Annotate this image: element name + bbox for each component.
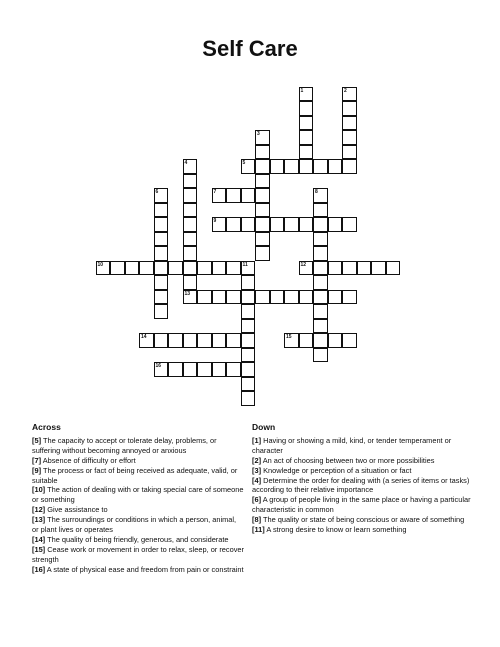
crossword-cell[interactable]: [241, 304, 256, 319]
crossword-cell[interactable]: [342, 101, 357, 116]
crossword-cell[interactable]: [371, 261, 386, 276]
crossword-cell[interactable]: [183, 188, 198, 203]
crossword-cell[interactable]: [183, 232, 198, 247]
crossword-cell[interactable]: [154, 275, 169, 290]
crossword-cell[interactable]: [299, 333, 314, 348]
crossword-cell[interactable]: [313, 333, 328, 348]
clue-number: [3]: [252, 465, 262, 475]
cell-number: 5: [242, 160, 246, 166]
cell-number: 8: [315, 189, 318, 195]
cell-number: 9: [213, 218, 217, 224]
crossword-cell[interactable]: [125, 261, 140, 276]
crossword-cell[interactable]: [313, 232, 328, 247]
crossword-cell[interactable]: [183, 333, 198, 348]
crossword-cell[interactable]: [241, 362, 256, 377]
crossword-cell[interactable]: [328, 217, 343, 232]
crossword-cell[interactable]: [226, 188, 241, 203]
crossword-cell[interactable]: [342, 116, 357, 131]
crossword-cell[interactable]: [255, 246, 270, 261]
across-clue: [32, 466, 244, 486]
crossword-cell[interactable]: [328, 261, 343, 276]
down-heading: Down: [252, 422, 276, 432]
down-clue: [252, 495, 472, 515]
crossword-cell[interactable]: [299, 101, 314, 116]
crossword-cell[interactable]: [342, 130, 357, 145]
crossword-cell[interactable]: [284, 217, 299, 232]
crossword-cell[interactable]: [313, 217, 328, 232]
down-clue: [252, 466, 472, 476]
crossword-cell[interactable]: [212, 290, 227, 305]
cell-number: 1: [300, 87, 304, 94]
cell-number: 15: [286, 334, 292, 340]
crossword-cell[interactable]: [313, 348, 328, 363]
across-clue: [32, 545, 244, 565]
crossword-cell[interactable]: [313, 304, 328, 319]
clue-text: Knowledge or perception of a situation or fact: [261, 465, 412, 475]
clue-text: A strong desire to know or learn something: [264, 525, 407, 535]
cell-number: 2: [344, 87, 347, 94]
clue-text: The surroundings or conditions in which a person, animal, or plant lives or operates: [32, 515, 237, 535]
clue-text: Having or showing a mild, kind, or tender temperament or character: [252, 435, 452, 455]
crossword-cell[interactable]: [226, 362, 241, 377]
clue-number: [4]: [252, 475, 262, 485]
down-clue: [252, 436, 472, 456]
crossword-cell[interactable]: [183, 217, 198, 232]
across-clue: [32, 515, 244, 535]
crossword-cell[interactable]: [241, 333, 256, 348]
crossword-cell[interactable]: [299, 290, 314, 305]
clue-text: The quality or state of being conscious or aware of something: [261, 515, 465, 525]
crossword-cell[interactable]: [342, 333, 357, 348]
clue-text: The capacity to accept or tolerate delay, problems, or suffering without becoming annoyed or anxious: [32, 435, 217, 455]
crossword-cell[interactable]: [342, 217, 357, 232]
crossword-cell[interactable]: [168, 333, 183, 348]
crossword-cell[interactable]: [241, 275, 256, 290]
crossword-cell[interactable]: [255, 290, 270, 305]
crossword-cell[interactable]: [255, 232, 270, 247]
clue-text: The quality of being friendly, generous, and considerate: [45, 534, 229, 544]
across-clue: [32, 565, 244, 575]
cell-number: 12: [300, 261, 307, 268]
crossword-cell[interactable]: [154, 217, 169, 232]
crossword-cell[interactable]: [342, 159, 357, 174]
crossword-cell[interactable]: [197, 333, 212, 348]
down-clue: [252, 456, 472, 466]
crossword-cell[interactable]: [255, 159, 270, 174]
crossword-cell[interactable]: [313, 319, 328, 334]
clue-number: [14]: [32, 534, 46, 544]
crossword-cell[interactable]: [110, 261, 125, 276]
crossword-cell[interactable]: [183, 275, 198, 290]
crossword-cell[interactable]: [299, 217, 314, 232]
crossword-cell[interactable]: [299, 145, 314, 160]
clue-text: Absence of difficulty or effort: [41, 455, 136, 465]
crossword-cell[interactable]: [154, 333, 169, 348]
crossword-cell[interactable]: [299, 159, 314, 174]
clue-number: [1]: [252, 435, 262, 445]
crossword-cell[interactable]: [241, 217, 256, 232]
crossword-cell[interactable]: [313, 275, 328, 290]
clue-number: [2]: [252, 455, 262, 465]
across-clue: [32, 535, 244, 545]
crossword-cell[interactable]: [154, 304, 169, 319]
clue-number: [9]: [32, 465, 42, 475]
crossword-cell[interactable]: [313, 246, 328, 261]
clue-text: A state of physical ease and freedom from pain or constraint: [45, 564, 244, 574]
crossword-cell[interactable]: [241, 391, 256, 406]
clue-number: [13]: [32, 515, 46, 525]
across-clue: [32, 485, 244, 505]
crossword-cell[interactable]: [241, 290, 256, 305]
crossword-cell[interactable]: [212, 362, 227, 377]
clue-text: Give assistance to: [45, 505, 108, 515]
crossword-cell[interactable]: [226, 261, 241, 276]
crossword-cell[interactable]: [299, 116, 314, 131]
cell-number: 7: [213, 189, 217, 195]
clue-text: The action of dealing with or taking special care of someone or something: [32, 485, 244, 505]
clue-number: [10]: [32, 485, 46, 495]
clue-number: [7]: [32, 455, 42, 465]
crossword-cell[interactable]: [197, 261, 212, 276]
across-clue: [32, 505, 244, 515]
clue-text: An act of choosing between two or more possibilities: [261, 455, 435, 465]
clue-number: [12]: [32, 505, 46, 515]
crossword-cell[interactable]: [183, 203, 198, 218]
crossword-cell[interactable]: [139, 261, 154, 276]
crossword-cell[interactable]: [226, 217, 241, 232]
crossword-cell[interactable]: [255, 188, 270, 203]
crossword-cell[interactable]: [241, 319, 256, 334]
crossword-cell[interactable]: [183, 261, 198, 276]
down-clue: [252, 515, 472, 525]
crossword-cell[interactable]: [154, 261, 169, 276]
crossword-cell[interactable]: [357, 261, 372, 276]
crossword-cell[interactable]: [168, 362, 183, 377]
crossword-cell[interactable]: [313, 290, 328, 305]
across-clue: [32, 436, 244, 456]
crossword-cell[interactable]: [183, 246, 198, 261]
across-clue: [32, 456, 244, 466]
clue-number: [6]: [252, 495, 262, 505]
crossword-cell[interactable]: [154, 290, 169, 305]
clue-number: [15]: [32, 544, 46, 554]
crossword-cell[interactable]: [226, 290, 241, 305]
cell-number: 10: [97, 261, 104, 268]
crossword-cell[interactable]: [154, 203, 169, 218]
crossword-cell[interactable]: [328, 159, 343, 174]
crossword-cell[interactable]: [386, 261, 401, 276]
crossword-cell[interactable]: [255, 145, 270, 160]
across-heading: Across: [32, 422, 61, 432]
cell-number: 13: [184, 290, 191, 297]
crossword-cell[interactable]: [197, 362, 212, 377]
crossword-cell[interactable]: [241, 377, 256, 392]
cell-number: 3: [257, 131, 260, 137]
crossword-cell[interactable]: [255, 174, 270, 189]
clue-text: The process or fact of being received as adequate, valid, or suitable: [32, 465, 238, 485]
crossword-cell[interactable]: [342, 145, 357, 160]
crossword-cell[interactable]: [154, 246, 169, 261]
clue-text: A group of people living in the same place or having a particular characteristic in common: [252, 495, 471, 515]
crossword-cell[interactable]: [328, 290, 343, 305]
cell-number: 14: [141, 334, 147, 340]
crossword-cell[interactable]: [270, 159, 285, 174]
crossword-cell[interactable]: [241, 348, 256, 363]
down-clue: [252, 476, 472, 496]
crossword-cell[interactable]: [270, 217, 285, 232]
crossword-cell[interactable]: [241, 188, 256, 203]
clue-number: [11]: [252, 525, 265, 535]
crossword-cell[interactable]: [226, 333, 241, 348]
crossword-cell[interactable]: [313, 203, 328, 218]
across-clues: [32, 423, 244, 575]
cell-number: 11: [242, 261, 248, 268]
clue-number: [8]: [252, 515, 262, 525]
crossword-cell[interactable]: [154, 232, 169, 247]
crossword-cell[interactable]: [284, 159, 299, 174]
crossword-cell[interactable]: [284, 290, 299, 305]
down-clues: [252, 423, 472, 535]
crossword-cell[interactable]: [299, 130, 314, 145]
crossword-cell[interactable]: [328, 333, 343, 348]
cell-number: 6: [155, 189, 159, 195]
crossword-cell[interactable]: [197, 290, 212, 305]
crossword-cell[interactable]: [183, 174, 198, 189]
clue-number: [5]: [32, 435, 42, 445]
crossword-cell[interactable]: [168, 261, 183, 276]
crossword-cell[interactable]: [342, 290, 357, 305]
down-clue: [252, 525, 472, 535]
crossword-cell[interactable]: [183, 362, 198, 377]
clue-text: Cease work or movement in order to relax, sleep, or recover strength: [32, 544, 244, 564]
crossword-cell[interactable]: [342, 261, 357, 276]
crossword-cell[interactable]: [212, 261, 227, 276]
crossword-cell[interactable]: [270, 290, 285, 305]
crossword-cell[interactable]: [313, 159, 328, 174]
crossword-cell[interactable]: [212, 333, 227, 348]
crossword-cell[interactable]: [313, 261, 328, 276]
crossword-cell[interactable]: [255, 203, 270, 218]
puzzle-title: Self Care: [202, 36, 298, 61]
cell-number: 16: [155, 363, 162, 369]
crossword-cell[interactable]: [255, 217, 270, 232]
clue-number: [16]: [32, 564, 46, 574]
cell-number: 4: [184, 160, 188, 166]
clue-text: Determine the order for dealing with (a series of items or tasks) according to their relative importance: [252, 475, 470, 495]
